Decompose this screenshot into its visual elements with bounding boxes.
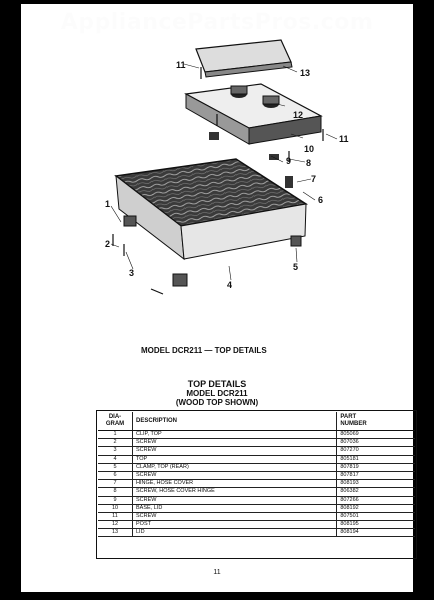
callout-1: 1	[105, 199, 111, 209]
row-diagram-number: 6	[98, 471, 133, 479]
header-part-number: PART NUMBER	[337, 412, 415, 431]
hose-cover-hinge	[285, 176, 293, 188]
row-part-number: 805069	[337, 431, 415, 439]
row-part-number: 807270	[337, 447, 415, 455]
row-description: TOP	[133, 455, 337, 463]
row-description: SCREW	[133, 447, 337, 455]
row-description: CLIP, TOP	[133, 431, 337, 439]
row-description: SCREW	[133, 471, 337, 479]
table-row	[98, 455, 415, 463]
table-row	[98, 512, 415, 520]
table-row	[98, 463, 415, 471]
callout-7: 7	[311, 174, 317, 184]
callout-4: 4	[227, 280, 233, 290]
top-clip-front	[173, 274, 187, 286]
row-description: SCREW, HOSE COVER HINGE	[133, 488, 337, 496]
row-diagram-number: 8	[98, 488, 133, 496]
callout-12: 12	[293, 110, 304, 120]
table-row	[98, 521, 415, 529]
table-row	[98, 504, 415, 512]
wood-top-part	[116, 159, 306, 259]
row-part-number: 808193	[337, 480, 415, 488]
row-description: SCREW	[133, 496, 337, 504]
lid-part	[196, 40, 292, 77]
row-diagram-number: 10	[98, 504, 133, 512]
table-row	[98, 471, 415, 479]
callout-8: 8	[306, 158, 312, 168]
row-diagram-number: 1	[98, 431, 133, 439]
diagram-caption: MODEL DCR211 — TOP DETAILS	[141, 346, 267, 355]
row-diagram-number: 2	[98, 439, 133, 447]
row-part-number: 808192	[337, 504, 415, 512]
parts-table-body	[98, 431, 415, 537]
row-diagram-number: 3	[98, 447, 133, 455]
rear-clamp	[291, 236, 301, 246]
parts-sheet	[21, 4, 413, 592]
table-note: (WOOD TOP SHOWN)	[175, 398, 259, 407]
table-row	[98, 496, 415, 504]
table-row	[98, 439, 415, 447]
watermark-logo: AppliancePartsPros.com	[60, 10, 374, 35]
callout-3: 3	[129, 268, 135, 278]
row-description: CLAMP, TOP (REAR)	[133, 463, 337, 471]
row-part-number: 808194	[337, 529, 415, 537]
row-part-number: 806382	[337, 488, 415, 496]
table-row	[98, 431, 415, 439]
callout-11-top: 11	[176, 60, 186, 70]
row-description: LID	[133, 529, 337, 537]
exploded-parts-diagram	[21, 4, 413, 344]
top-clip-left	[124, 216, 136, 226]
page-number: 11	[213, 569, 221, 576]
row-part-number: 807501	[337, 512, 415, 520]
table-row	[98, 529, 415, 537]
parts-table	[98, 412, 415, 537]
callout-10: 10	[304, 144, 315, 154]
header-description: DESCRIPTION	[133, 412, 337, 431]
row-part-number: 807266	[337, 496, 415, 504]
row-diagram-number: 11	[98, 512, 133, 520]
table-row	[98, 480, 415, 488]
callout-11-right: 11	[339, 134, 349, 144]
row-part-number: 808195	[337, 521, 415, 529]
row-diagram-number: 9	[98, 496, 133, 504]
callout-5: 5	[293, 262, 299, 272]
table-title: TOP DETAILS	[187, 379, 247, 389]
row-description: POST	[133, 521, 337, 529]
row-part-number: 807817	[337, 471, 415, 479]
hinge-bracket-left	[209, 132, 219, 140]
callout-9: 9	[286, 156, 292, 166]
row-part-number: 805181	[337, 455, 415, 463]
row-diagram-number: 4	[98, 455, 133, 463]
row-part-number: 807819	[337, 463, 415, 471]
row-part-number: 807036	[337, 439, 415, 447]
callout-6: 6	[318, 195, 324, 205]
row-diagram-number: 7	[98, 480, 133, 488]
header-diagram: DIA- GRAM	[98, 412, 133, 431]
table-header-row	[98, 412, 415, 431]
row-description: SCREW	[133, 439, 337, 447]
row-diagram-number: 13	[98, 529, 133, 537]
callout-2: 2	[105, 239, 111, 249]
table-row	[98, 488, 415, 496]
row-diagram-number: 12	[98, 521, 133, 529]
table-model: MODEL DCR211	[186, 389, 248, 398]
callout-13: 13	[300, 68, 311, 78]
row-description: BASE, LID	[133, 504, 337, 512]
table-row	[98, 447, 415, 455]
row-description: HINGE, HOSE COVER	[133, 480, 337, 488]
row-diagram-number: 5	[98, 463, 133, 471]
row-description: SCREW	[133, 512, 337, 520]
